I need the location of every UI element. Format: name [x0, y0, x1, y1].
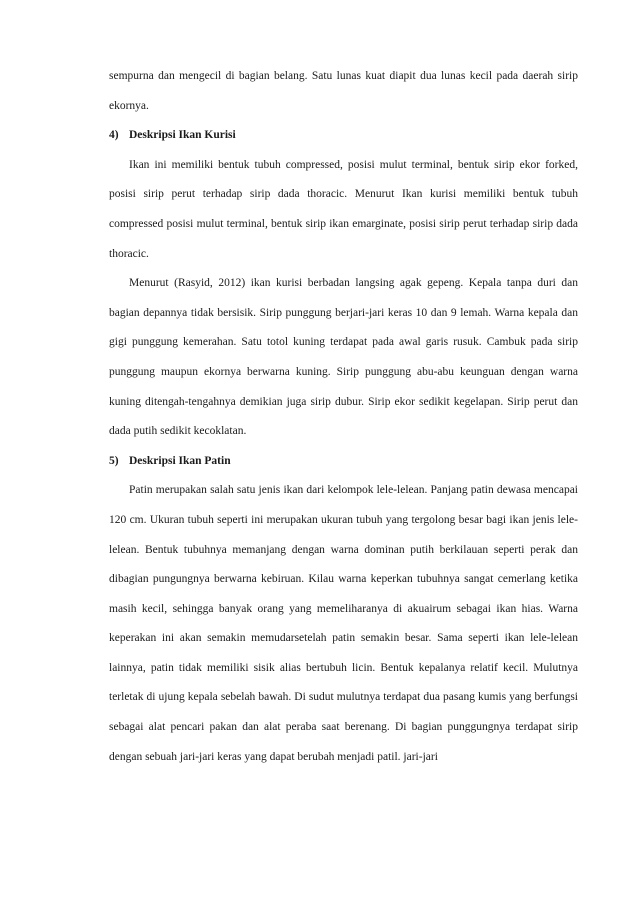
paragraph-patin-body: Patin merupakan salah satu jenis ikan dari kelompok lele-lelean. Panjang patin dewasa mencapai 120 cm. Ukuran tubuh seperti ini merupakan ukuran tubuh yang tergolong besar bagi ikan jenis lele-lelean. Bentuk tubuhnya memanjang dengan warna dominan putih berkilauan seperti perak dan dibagian pungungnya berwarna kebiruan. Kilau warna keperkan tubuhnya sangat cemerlang ketika masih kecil, sehingga banyak orang yang memeliharanya di akuairum sebagai ikan hias. Warna keperakan ini akan semakin memudarsetelah patin semakin besar. Sama seperti ikan lele-lelean lainnya, patin tidak memiliki sisik alias bertubuh licin. Bentuk kepalanya relatif kecil. Mulutnya terletak di ujung kepala sebelah bawah. Di sudut mulutnya terdapat dua pasang kumis yang berfungsi sebagai alat pencari pakan dan alat peraba saat berenang. Di bagian punggungnya terdapat sirip dengan sebuah jari-jari keras yang dapat berubah menjadi patil. jari-jari: [109, 484, 578, 763]
paragraph-continuation: sempurna dan mengecil di bagian belang. Satu lunas kuat diapit dua lunas kecil pada daerah sirip ekornya.: [109, 70, 578, 112]
section-number: 5): [109, 454, 119, 467]
section-title: Deskripsi Ikan Kurisi: [129, 129, 236, 142]
section-heading-kurisi: [109, 121, 578, 151]
section-title: Deskripsi Ikan Patin: [129, 454, 231, 467]
section-number: 4): [109, 129, 119, 142]
paragraph-kurisi-rasyid: Menurut (Rasyid, 2012) ikan kurisi berbadan langsing agak gepeng. Kepala tanpa duri dan bagian depannya tidak bersisik. Sirip punggung berjari-jari keras 10 dan 9 lemah. Warna kepala dan gigi punggung kemerahan. Satu totol kuning terdapat pada awal garis rusuk. Cambuk pada sirip punggung maupun ekornya berwarna kuning. Sirip punggung abu-abu keunguan dengan warna kuning ditengah-tengahnya demikian juga sirip dubur. Sirip ekor sedikit kegelapan. Sirip perut dan dada putih sedikit kecoklatan.: [109, 277, 578, 438]
document-page: [109, 62, 578, 772]
section-heading-patin: [109, 447, 578, 477]
paragraph-kurisi-body: Ikan ini memiliki bentuk tubuh compressed, posisi mulut terminal, bentuk sirip ekor forked, posisi sirip perut terhadap sirip dada thoracic. Menurut Ikan kurisi memiliki bentuk tubuh compressed posisi mulut terminal, bentuk sirip ikan emarginate, posisi sirip perut terhadap sirip dada thoracic.: [109, 158, 578, 260]
